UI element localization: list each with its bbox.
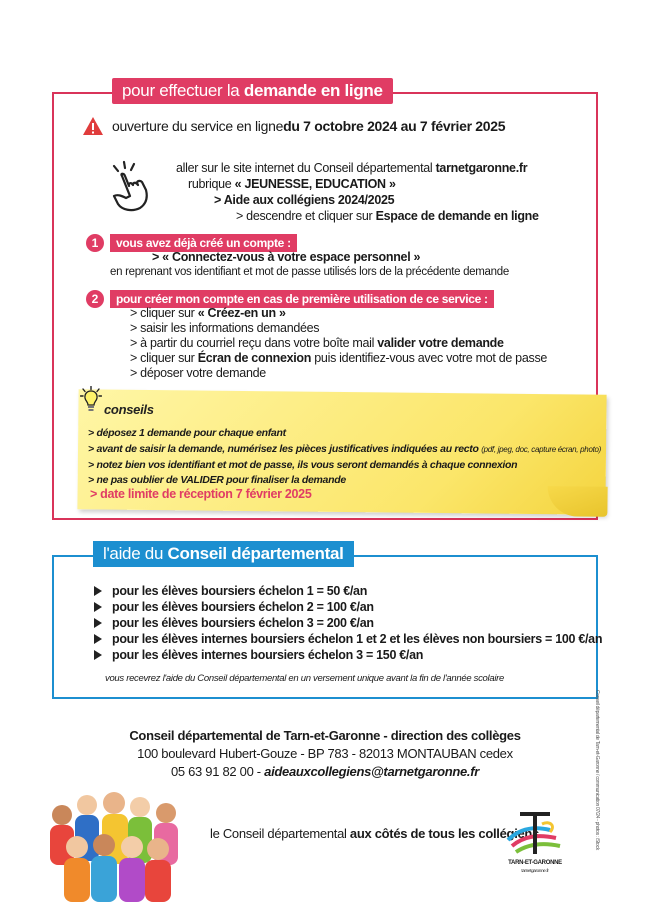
case2-label: pour créer mon compte en cas de première utilisation de ce service : (110, 290, 494, 308)
footer-address: 100 boulevard Hubert-Gouze - BP 783 - 82013 MONTAUBAN cedex (137, 746, 513, 761)
footer-phone: 05 63 91 82 00 - (170, 764, 265, 779)
aid-title-bold: Conseil départemental (167, 544, 344, 563)
case2-line4 (130, 350, 547, 366)
opening-dates (82, 116, 505, 136)
case1-label: vous avez déjà créé un compte : (110, 234, 297, 252)
case1-line2: en reprenant vos identifiant et mot de passe utilisés lors de la précédente demande (110, 266, 509, 278)
aid-row-text: pour les élèves boursiers échelon 3 = 200 €/an (112, 616, 374, 630)
title-bold: demande en ligne (243, 81, 383, 100)
case2-l4-bold: Écran de connexion (197, 351, 312, 365)
footer-email[interactable]: aideauxcollegiens@tarnetgaronne.fr (264, 764, 480, 779)
tip4-bold: VALIDER (180, 474, 224, 486)
case2-line1 (130, 305, 286, 321)
case2-l3-bold: valider votre demande (377, 336, 504, 350)
logo-icon (500, 800, 570, 862)
logo-site: tarnetgaronne.fr (521, 868, 549, 873)
tip-2 (88, 443, 601, 455)
site-link[interactable]: tarnetgaronne.fr (435, 161, 528, 175)
lightbulb-icon (80, 386, 102, 414)
warning-icon (82, 116, 104, 136)
aid-row-text: pour les élèves internes boursiers échelon 3 = 150 €/an (112, 648, 424, 662)
opening-pre: ouverture du service en ligne (112, 118, 284, 134)
tips-title: conseils (104, 402, 154, 417)
arrow-right-icon (94, 650, 102, 660)
title-pre: pour effectuer la (122, 81, 244, 100)
aid-note: vous recevrez l'aide du Conseil départemental en un versement unique avant la fin de l'année scolaire (105, 673, 504, 684)
hand-click-icon (104, 160, 150, 212)
case2-l1-pre: > cliquer sur (130, 306, 198, 320)
step1-pre: aller sur le site internet du Conseil départemental (176, 161, 436, 175)
aid-row-text: pour les élèves boursiers échelon 1 = 50 €/an (112, 584, 368, 598)
footer-slogan (210, 826, 539, 841)
step-line-2 (188, 176, 396, 192)
case1-line1: > « Connectez-vous à votre espace personnel » (152, 250, 421, 264)
step-line-4 (236, 208, 539, 224)
slogan-pre: le Conseil départemental (210, 826, 350, 841)
tip4-post: pour finaliser la demande (223, 474, 346, 486)
step4-bold: Espace de demande en ligne (375, 209, 539, 223)
case2-l3-pre: > à partir du courriel reçu dans votre boîte mail (130, 336, 378, 350)
case2-l4-pre: > cliquer sur (130, 351, 198, 365)
aid-row-5 (94, 648, 423, 662)
deadline-text: > date limite de réception 7 février 2025 (90, 487, 312, 501)
step-line-1 (176, 160, 527, 176)
tip4-pre: > ne pas oublier de (88, 474, 181, 486)
aid-row-4 (94, 632, 602, 646)
tip2-main: > avant de saisir la demande, numérisez les pièces justificatives indiquées au recto (88, 443, 482, 455)
aid-row-text: pour les élèves boursiers échelon 2 = 100 €/an (112, 600, 374, 614)
request-section-title (112, 78, 393, 104)
note-curl (547, 486, 607, 517)
case2-number: 2 (86, 290, 104, 308)
tip-3: > notez bien vos identifiant et mot de passe, ils vous seront demandés à chaque connexion (88, 459, 518, 471)
step2-pre: rubrique (188, 177, 235, 191)
footer-org: Conseil départemental de Tarn-et-Garonne - direction des collèges (129, 728, 521, 743)
slogan-bold: aux côtés de tous les collégiens (349, 826, 540, 841)
aid-section-title (93, 541, 354, 567)
opening-bold: du 7 octobre 2024 au 7 février 2025 (283, 118, 506, 134)
aid-row-1 (94, 584, 367, 598)
vertical-credit: Conseil départemental de Tarn-et-Garonne / communication 07/24 - photos : iStock (594, 690, 600, 850)
case2-l1-bold: « Créez-en un » (197, 306, 286, 320)
case2-line3 (130, 335, 504, 351)
step4-pre: > descendre et cliquer sur (236, 209, 376, 223)
case2-l4-post: puis identifiez-vous avec votre mot de passe (311, 351, 548, 365)
step2-bold: « JEUNESSE, EDUCATION » (234, 177, 396, 191)
case2-line5: > déposer votre demande (130, 366, 266, 380)
arrow-right-icon (94, 618, 102, 628)
aid-row-3 (94, 616, 374, 630)
students-photo (42, 775, 192, 905)
arrow-right-icon (94, 602, 102, 612)
tip-4 (88, 474, 346, 486)
aid-row-2 (94, 600, 374, 614)
aid-title-pre: l'aide du (103, 544, 168, 563)
arrow-right-icon (94, 634, 102, 644)
step-line-3: > Aide aux collégiens 2024/2025 (214, 193, 395, 207)
tip2-small: (pdf, jpeg, doc, capture écran, photo) (481, 445, 602, 454)
aid-row-text: pour les élèves internes boursiers échelon 1 et 2 et les élèves non boursiers = 100 €/an (112, 632, 603, 646)
arrow-right-icon (94, 586, 102, 596)
logo-name: TARN-ET-GARONNE (508, 860, 562, 866)
case1-number: 1 (86, 234, 104, 252)
case2-line2: > saisir les informations demandées (130, 321, 320, 335)
tip-1: > déposez 1 demande pour chaque enfant (88, 427, 286, 439)
